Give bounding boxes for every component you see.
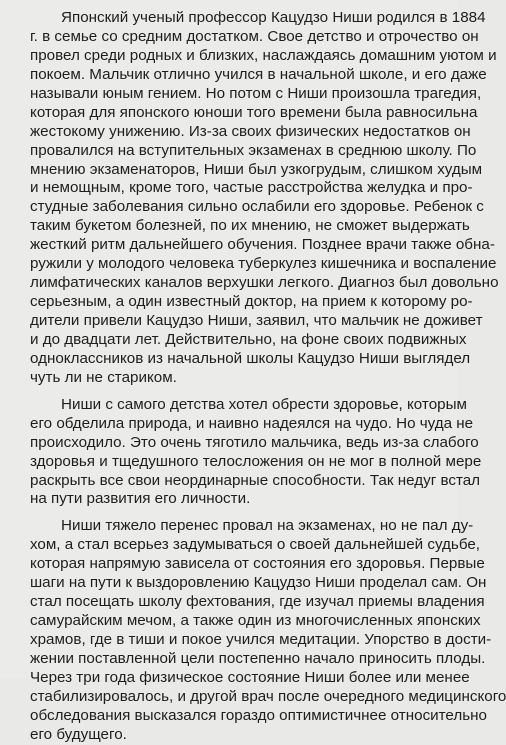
text-line: провалился на вступительных экзаменах в среднюю школу. По <box>30 141 477 159</box>
text-line: чуть ли не стариком. <box>30 368 177 386</box>
text-line: Японский ученый профессор Кацудзо Ниши родился в 1884 <box>61 9 486 26</box>
text-line: серьезным, а один известный доктор, на прием к которому ро- <box>30 293 473 311</box>
text-line: одноклассников из начальной школы Кацудзо Ниши выглядел <box>30 349 471 367</box>
text-line: шаги на пути к выздоровлению Кацудзо Ниши проделал сам. Он <box>30 574 487 592</box>
paragraph-2 <box>30 395 482 510</box>
paragraph-3 <box>30 517 506 744</box>
text-line: которая напрямую зависела от состояния его здоровья. Первые <box>30 555 485 573</box>
text-line: покоем. Мальчик отлично учился в начальной школе, и его даже <box>30 65 487 83</box>
text-line: жестокому унижению. Из-за своих физических недостатков он <box>30 122 471 140</box>
text-line: таким букетом болезней, по их мнению, не сможет выдержать <box>30 217 470 235</box>
text-line: Ниши тяжело перенес провал на экзаменах, но не пал ду- <box>61 517 474 535</box>
text-line: жесткий ритм дальнейшего обучения. Позднее врачи также обна- <box>30 236 495 254</box>
text-line: мнению экзаменаторов, Ниши был узкогрудым, слишком худым <box>30 160 483 178</box>
text-line: которая для японского юноши того времени была равносильна <box>30 103 478 121</box>
text-line: стабилизировалось, и другой врач после очередного медицинского <box>30 687 506 705</box>
text-line: его обделила природа, и наивно надеялся на чудо. Но чуда не <box>30 414 474 432</box>
text-line: на пути развития его личности. <box>30 490 251 508</box>
text-line: и до двадцати лет. Действительно, на фоне своих подвижных <box>30 330 467 348</box>
text-line: раскрыть все свои неординарные способности. Так недуг встал <box>30 471 481 489</box>
text-line: происходило. Это очень тяготило мальчика, ведь из-за слабого <box>30 433 479 451</box>
text-line: ружили у молодого человека туберкулез кишечника и воспаление <box>30 255 497 273</box>
text-line: обследования высказался гораздо оптимистичнее относительно <box>30 706 487 724</box>
text-line: провел среди родных и близких, наслаждаясь домашним уютом и <box>30 46 497 64</box>
text-line: стал посещать школу фехтования, где изучал приемы владения <box>30 593 485 611</box>
text-line: хом, а стал всерьез задумываться о своей дальнейшей судьбе, <box>30 536 481 554</box>
text-line: называли юным гением. Но потом с Ниши произошла трагедия, <box>30 84 482 102</box>
text-line: его будущего. <box>30 725 127 743</box>
paragraph-1 <box>30 9 499 388</box>
text-line: жении поставленной цели постепенно начало приносить плоды. <box>30 649 486 667</box>
text-line: Ниши с самого детства хотел обрести здоровье, которым <box>61 395 467 413</box>
text-line: дители привели Кацудзо Ниши, заявил, что мальчик не доживет <box>30 312 483 329</box>
text-line: лимфатических каналов верхушки легкого. Диагноз был довольно <box>30 274 499 292</box>
text-line: студные заболевания сильно ослабили его здоровье. Ребенок с <box>30 198 484 216</box>
text-column <box>30 9 506 745</box>
text-line: и немощным, кроме того, частые расстройства желудка и про- <box>30 179 473 197</box>
text-line: храмов, где в тиши и покое учился медитации. Упорство в дости- <box>30 631 492 648</box>
text-line: самурайским мечом, а также один из многочисленных японских <box>30 612 481 630</box>
text-line: здоровья и тщедушного телосложения он не мог в полной мере <box>30 452 482 470</box>
text-line: Через три года физическое состояние Ниши более или менее <box>30 668 470 686</box>
text-line: г. в семье со средним достатком. Свое детство и отрочество он <box>30 27 479 45</box>
